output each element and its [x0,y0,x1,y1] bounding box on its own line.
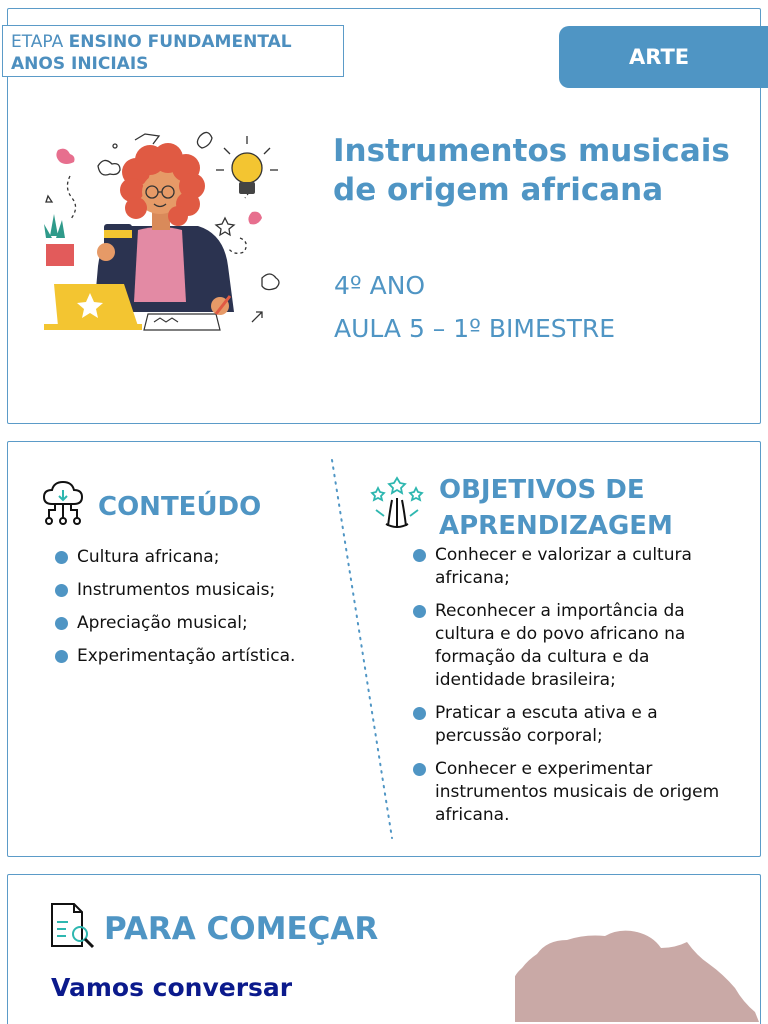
stage-value-line1: ENSINO FUNDAMENTAL [68,32,292,52]
list-item: Apreciação musical; [55,612,345,634]
lesson-label: AULA 5 – 1º BIMESTRE [334,314,616,343]
start-subheading: Vamos conversar [51,973,293,1002]
woman-at-laptop-illustration [40,126,285,336]
stage-label: ETAPA [11,32,64,52]
fireworks-hand-icon [370,476,424,528]
objectives-heading-text: OBJETIVOS DE APRENDIZAGEM [439,475,673,541]
list-item: Experimentação artística. [55,645,345,667]
content-heading: CONTEÚDO [98,492,262,522]
list-item: Praticar a escuta ativa e a percussão corporal; [413,702,743,748]
list-item: Conhecer e valorizar a cultura africana; [413,544,743,590]
grade-label: 4º ANO [334,271,426,300]
content-list [55,546,345,678]
list-item: Conhecer e experimentar instrumentos musicais de origem africana. [413,758,743,827]
start-heading: PARA COMEÇAR [104,911,379,947]
list-item: Cultura africana; [55,546,345,568]
stage-label-box [2,25,344,77]
subject-tab: ARTE [559,26,768,88]
objectives-list [413,544,743,837]
document-search-icon [48,902,96,950]
africa-map [515,924,768,1024]
objectives-heading [439,472,749,544]
cloud-network-icon [42,480,84,526]
list-item: Reconhecer a importância da cultura e do povo africano na formação da cultura e da identidade brasileira; [413,600,743,692]
lesson-title: Instrumentos musicais de origem africana [333,133,730,208]
list-item: Instrumentos musicais; [55,579,345,601]
stage-value-line2: ANOS INICIAIS [11,54,149,74]
